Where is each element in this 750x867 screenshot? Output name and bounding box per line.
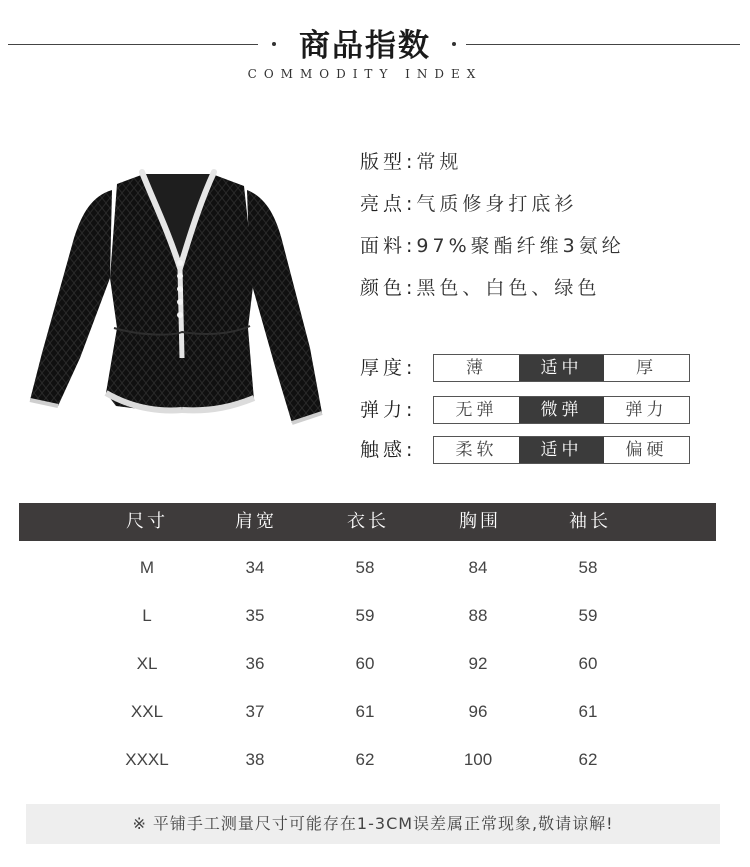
table-cell: 61 [355,702,375,721]
rating-scale [433,436,690,464]
table-cell: 62 [578,750,598,769]
table-cell: XXL [130,702,164,721]
rating-option: 偏硬 [625,440,668,460]
rating-option: 弹力 [625,400,668,420]
table-cell: 34 [245,558,265,577]
table-cell: 61 [578,702,598,721]
page-subtitle: COMMODITY INDEX [247,67,483,81]
table-cell: 35 [245,606,265,625]
column-header-sleeve: 袖长 [569,511,611,532]
rating-scale [433,354,690,382]
rating-thickness [360,354,690,382]
attribute-value: 常规 [416,151,463,173]
attribute-colors [360,273,600,300]
rating-scale [433,396,690,424]
column-header-size: 尺寸 [126,511,168,532]
table-cell: 100 [463,750,493,769]
table-cell: XXXL [125,750,169,769]
attribute-label: 面料: [360,235,417,257]
attribute-value: 黑色、白色、绿色 [416,277,601,299]
page-title: 商品指数 [299,28,431,64]
table-row [19,649,716,679]
attribute-highlight [360,189,577,216]
attribute-fabric [360,231,625,258]
column-header-length: 衣长 [347,511,389,532]
rating-option: 厚 [636,358,657,378]
table-row [19,697,716,727]
header-dot-right [452,42,456,46]
header-divider-left [8,44,258,45]
table-row [19,601,716,631]
rating-option-selected: 适中 [519,355,604,381]
size-table-header [19,503,716,541]
table-cell: 60 [355,654,375,673]
rating-option-selected: 微弹 [519,397,604,423]
table-cell: 37 [245,702,265,721]
attribute-label: 颜色: [360,277,417,299]
rating-elasticity [360,396,690,424]
table-cell: 92 [468,654,488,673]
product-image [22,168,338,433]
table-cell: 62 [355,750,375,769]
table-cell: 88 [468,606,488,625]
table-cell: 58 [578,558,598,577]
attribute-label: 亮点: [360,193,417,215]
table-cell: XL [136,654,158,673]
attribute-value: 气质修身打底衫 [416,193,578,215]
table-cell: 84 [468,558,488,577]
rating-label: 触感: [360,439,417,461]
table-cell: L [142,606,152,625]
table-cell: 36 [245,654,265,673]
cardigan-icon [22,168,338,433]
measurement-note: ※ 平铺手工测量尺寸可能存在1-3CM误差属正常现象,敬请谅解! [26,804,720,844]
rating-option: 无弹 [455,400,498,420]
table-cell: 38 [245,750,265,769]
rating-option: 薄 [466,358,487,378]
attribute-value: 97%聚酯纤维3氨纶 [416,235,625,257]
header-divider-right [466,44,740,45]
table-row [19,553,716,583]
rating-option: 柔软 [455,440,498,460]
table-cell: 58 [355,558,375,577]
table-cell: M [139,558,155,577]
table-cell: 60 [578,654,598,673]
column-header-bust: 胸围 [459,511,501,532]
attribute-fit [360,147,462,174]
attribute-label: 版型: [360,151,417,173]
rating-label: 厚度: [360,357,417,379]
table-cell: 59 [578,606,598,625]
rating-feel [360,436,690,464]
table-cell: 59 [355,606,375,625]
column-header-shoulder: 肩宽 [235,511,277,532]
rating-label: 弹力: [360,399,417,421]
table-row [19,745,716,775]
rating-option-selected: 适中 [519,437,604,463]
table-cell: 96 [468,702,488,721]
